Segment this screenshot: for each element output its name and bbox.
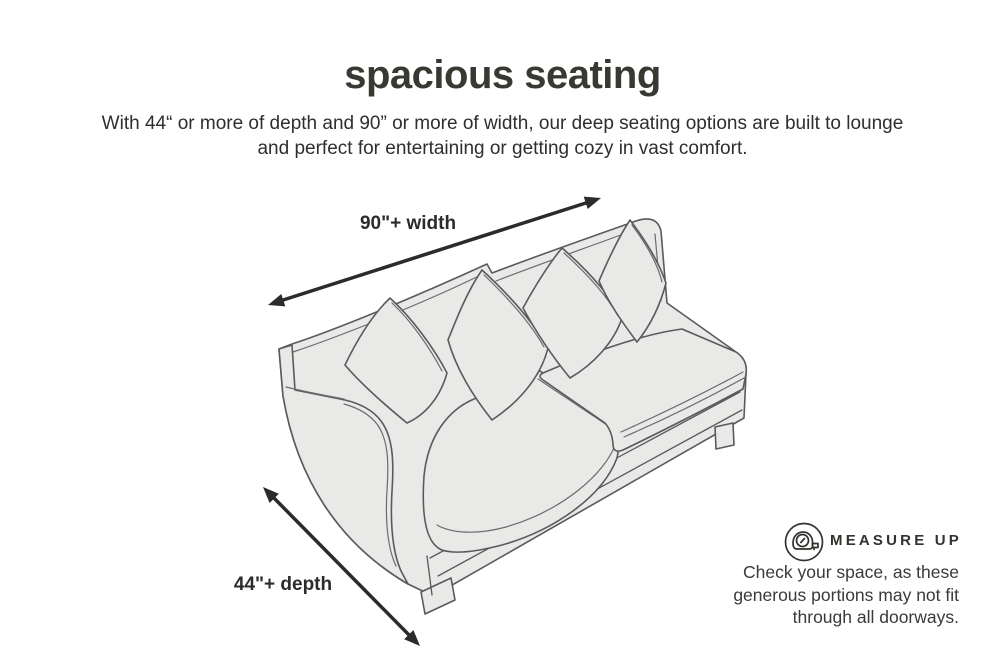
measure-up-caption-line-2: generous portions may not fit: [733, 584, 959, 605]
measure-up-caption-line-1: Check your space, as these: [743, 562, 959, 582]
measure-up-caption-line-3: through all doorways.: [792, 607, 959, 627]
depth-dimension-label: 44"+ depth: [233, 574, 333, 595]
page-title: spacious seating: [344, 53, 661, 97]
description-line-1: With 44“ or more of depth and 90” or more of width, our deep seating options are built to lounge: [101, 113, 904, 134]
width-arrowhead-left: [268, 294, 285, 306]
width-dimension-label: 90"+ width: [359, 213, 457, 234]
description-line-2: and perfect for entertaining or getting cozy in vast comfort.: [257, 137, 748, 159]
measure-up-title: MEASURE UP: [830, 532, 963, 549]
width-arrowhead-right: [584, 197, 601, 209]
sofa-foot-right: [715, 423, 734, 449]
